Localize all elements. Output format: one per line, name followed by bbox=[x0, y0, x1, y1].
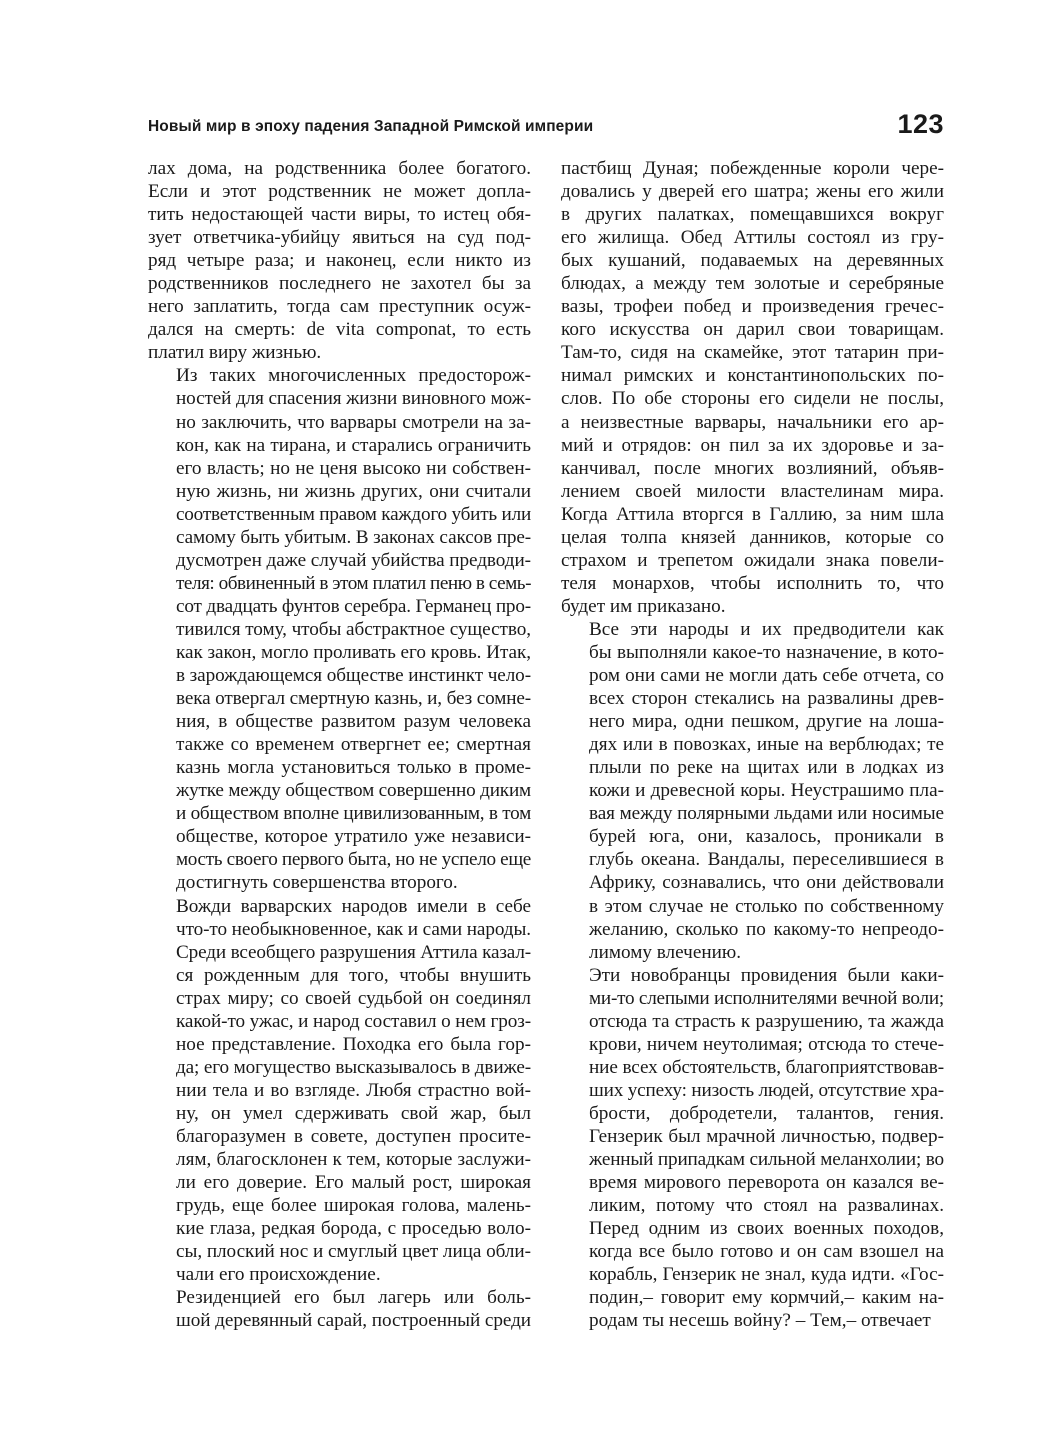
text-line: мий и отрядов: он пил за их здоровье и за- bbox=[561, 434, 944, 456]
text-line: нии тела и во взгляде. Любя страстно вой- bbox=[176, 1079, 531, 1101]
text-line: крови, ничем неутолимая; отсюда то стече- bbox=[589, 1033, 944, 1055]
text-line: ли его доверие. Его малый рост, широкая bbox=[176, 1172, 531, 1194]
text-line: тить недостающей части виры, то истец обя- bbox=[148, 204, 531, 226]
text-line: сот двадцать фунтов серебра. Германец про- bbox=[176, 595, 531, 617]
text-line: ликим, потому что стоял на развалинах. bbox=[589, 1195, 944, 1217]
text-line: родам ты несешь войну? – Тем,– отвечает bbox=[589, 1310, 931, 1332]
text-line: вая между полярными льдами или носимые bbox=[589, 803, 944, 825]
text-line: ние всех обстоятельств, благоприятствовав- bbox=[589, 1056, 944, 1078]
text-line: страхом и трепетом ожидали знака повели- bbox=[561, 549, 944, 571]
text-line: обществе, которое утратило уже независи- bbox=[176, 826, 531, 848]
text-line: ну, он умел сдерживать свой жар, был bbox=[176, 1102, 531, 1124]
text-line: Когда Аттила вторгся в Галлию, за ним шла bbox=[561, 503, 944, 525]
text-line: канчивал, после многих возлияний, объяв- bbox=[561, 457, 944, 479]
text-line: Африку, сознавались, что они действовали bbox=[589, 872, 944, 894]
paragraph bbox=[561, 964, 944, 1333]
text-line: блюдах, а между тем золотые и серебряные bbox=[561, 273, 944, 295]
text-line: в этом случае не столько по собственному bbox=[589, 895, 944, 917]
text-line: глубь океана. Вандалы, переселившиеся в bbox=[589, 849, 944, 871]
text-line: целая толпа князей данников, которые со bbox=[561, 526, 944, 548]
text-line: ную жизнь, ни жизнь других, они считали bbox=[176, 480, 531, 502]
text-line: родственников последнего не захотел бы за bbox=[148, 273, 531, 295]
text-line: теля монархов, чтобы исполнить то, что bbox=[561, 572, 944, 594]
text-line: всех сторон стекались на развалины древ- bbox=[589, 688, 944, 710]
text-line: сы, плоский нос и смуглый цвет лица обли- bbox=[176, 1241, 531, 1263]
text-line: кого искусства он дарил свои товарищам. bbox=[561, 319, 944, 341]
running-header bbox=[148, 109, 944, 144]
text-line: платил виру жизнью. bbox=[148, 342, 322, 364]
text-line: ное представление. Походка его была гор- bbox=[176, 1033, 531, 1055]
text-line: кожи и древесной коры. Неустрашимо пла- bbox=[589, 780, 944, 802]
text-line: казнь могла установиться только в проме- bbox=[176, 757, 531, 779]
text-line: а неизвестные варвары, начальники его ар- bbox=[561, 411, 944, 433]
paragraph bbox=[148, 895, 531, 1287]
text-line: дался на смерть: de vita componat, то есть bbox=[148, 319, 531, 341]
text-line: когда все было готово и он сам взошел на bbox=[589, 1241, 944, 1263]
text-line: Резиденцией его был лагерь или боль- bbox=[176, 1287, 531, 1309]
text-line: будет им приказано. bbox=[561, 595, 726, 617]
text-line: кие глаза, редкая борода, с проседью воло- bbox=[176, 1218, 531, 1240]
text-line: нимал римских и константинопольских по- bbox=[561, 365, 944, 387]
text-line: Перед одним из своих военных походов, bbox=[589, 1218, 944, 1240]
text-line: Вожди варварских народов имели в себе bbox=[176, 895, 531, 917]
text-line: него заплатить, тогда сам преступник осуж- bbox=[148, 296, 531, 318]
text-line: достигнуть совершенства второго. bbox=[176, 872, 458, 894]
text-line: плыли по реке на щитах или в лодках из bbox=[589, 757, 944, 779]
text-line: отсюда та страсть к разрушению, та жажда bbox=[589, 1010, 944, 1032]
paragraph bbox=[561, 618, 944, 964]
text-line: лимому влечению. bbox=[589, 941, 742, 963]
text-line: но заключить, что варвары смотрели на за- bbox=[176, 411, 531, 433]
text-line: бых кушаний, подаваемых на деревянных bbox=[561, 250, 944, 272]
text-line: ми-то слепыми исполнителями вечной воли; bbox=[589, 987, 944, 1009]
text-line: Гензерик был мрачной личностью, подвер- bbox=[589, 1125, 944, 1147]
text-line: грудь, еще более широкая голова, малень- bbox=[176, 1195, 531, 1217]
text-line: зует ответчика-убийцу явиться на суд под- bbox=[148, 227, 531, 249]
text-line: в зарождающемся обществе инстинкт чело- bbox=[176, 665, 531, 687]
text-line: женный припадкам сильной меланхолии; во bbox=[589, 1149, 944, 1171]
text-line: мость своего первого быта, но не успело еще bbox=[176, 849, 531, 871]
text-line: в других палатках, помещавшихся вокруг bbox=[561, 204, 944, 226]
text-line: Все эти народы и их предводители как bbox=[589, 618, 944, 640]
text-line: бурей юга, они, казалось, проникали в bbox=[589, 826, 944, 848]
running-title: Новый мир в эпоху падения Западной Римской империи bbox=[148, 118, 594, 135]
text-line: желанию, сколько по какому-то непреодо- bbox=[589, 918, 944, 940]
text-line: дусмотрен даже случай убийства предводи- bbox=[176, 549, 531, 571]
text-line: его жилища. Обед Аттилы состоял из гру- bbox=[561, 227, 944, 249]
text-line: Если и этот родственник не может допла- bbox=[148, 181, 531, 203]
text-line: время мирового переворота он казался ве- bbox=[589, 1172, 944, 1194]
text-line: Там-то, сидя на скамейке, этот татарин при- bbox=[561, 342, 944, 364]
text-line: чали его происхождение. bbox=[176, 1264, 381, 1286]
text-line: его власть; но не ценя высоко ни собствен- bbox=[176, 457, 531, 479]
text-line: ром они сами не могли дать себе отчета, со bbox=[589, 665, 944, 687]
text-line: корабль, Гензерик не знал, куда идти. «Гос- bbox=[589, 1264, 944, 1286]
text-line: самому быть убитым. В законах саксов пре- bbox=[176, 526, 531, 548]
text-line: шой деревянный сарай, построенный среди bbox=[176, 1310, 531, 1332]
paragraph bbox=[148, 157, 531, 364]
text-line: что-то необыкновенное, как и сами народы. bbox=[176, 918, 531, 940]
paragraph bbox=[148, 364, 531, 894]
text-line: тивился тому, чтобы абстрактное существо, bbox=[176, 618, 531, 640]
text-line: ряд четыре раза; и наконец, если никто из bbox=[148, 250, 531, 272]
text-line: слов. По обе стороны его сидели не послы, bbox=[561, 388, 944, 410]
text-line: дях или в повозках, иные на верблюдах; те bbox=[589, 734, 944, 756]
text-line: бы выполняли какое-то назначение, в кото- bbox=[589, 641, 944, 663]
text-line: как закон, могло проливать его кровь. Итак, bbox=[176, 641, 531, 663]
text-line: также со временем отвергнет ее; смертная bbox=[176, 734, 531, 756]
text-line: века отвергал смертную казнь, и, без сомне- bbox=[176, 688, 531, 710]
paragraph bbox=[148, 1286, 531, 1332]
text-line: кон, как на тирана, и старались ограничить bbox=[176, 434, 531, 456]
text-line: какой-то ужас, и народ составил о нем гроз- bbox=[176, 1010, 531, 1032]
text-line: довались у дверей его шатра; жены его жили bbox=[561, 181, 944, 203]
text-line: Из таких многочисленных предосторож- bbox=[176, 365, 531, 387]
text-line: благоразумен в совете, доступен просите- bbox=[176, 1125, 531, 1147]
page-number: 123 bbox=[897, 109, 944, 139]
text-line: соответственным правом каждого убить или bbox=[176, 503, 532, 525]
text-line: брости, добродетели, талантов, гения. bbox=[589, 1102, 944, 1124]
text-line: него мира, одни пешком, другие на лоша- bbox=[589, 711, 944, 733]
text-line: лям, благосклонен к тем, которые заслужи- bbox=[176, 1149, 531, 1171]
text-line: ния, в обществе развитом разум человека bbox=[176, 711, 531, 733]
text-line: лением своей милости властелинам мира. bbox=[561, 480, 944, 502]
text-line: страх миру; со своей судьбой он соединял bbox=[176, 987, 531, 1009]
text-line: ностей для спасения жизни виновного мож- bbox=[176, 388, 531, 410]
text-line: Эти новобранцы провидения были каки- bbox=[589, 964, 944, 986]
text-line: лах дома, на родственника более богатого. bbox=[148, 158, 531, 179]
right-column bbox=[561, 157, 944, 1332]
text-line: подин,– говорит ему кормчий,– каким на- bbox=[589, 1287, 944, 1309]
text-line: вазы, трофеи побед и произведения гречес- bbox=[561, 296, 944, 318]
text-line: ся рожденным для того, чтобы внушить bbox=[176, 964, 531, 986]
text-line: да; его могущество высказывалось в движе- bbox=[176, 1056, 531, 1078]
text-line: Среди всеобщего разрушения Аттила казал- bbox=[176, 941, 531, 963]
left-column bbox=[148, 157, 531, 1332]
text-line: пастбищ Дуная; побежденные короли чере- bbox=[561, 158, 944, 179]
text-line: теля: обвиненный в этом платил пеню в семь- bbox=[176, 572, 531, 594]
text-line: жутке между обществом совершенно диким bbox=[176, 780, 531, 802]
text-line: ших успеху: низость людей, отсутствие хра- bbox=[589, 1079, 944, 1101]
paragraph bbox=[561, 157, 944, 618]
text-line: и обществом вполне цивилизованным, в том bbox=[176, 803, 531, 825]
